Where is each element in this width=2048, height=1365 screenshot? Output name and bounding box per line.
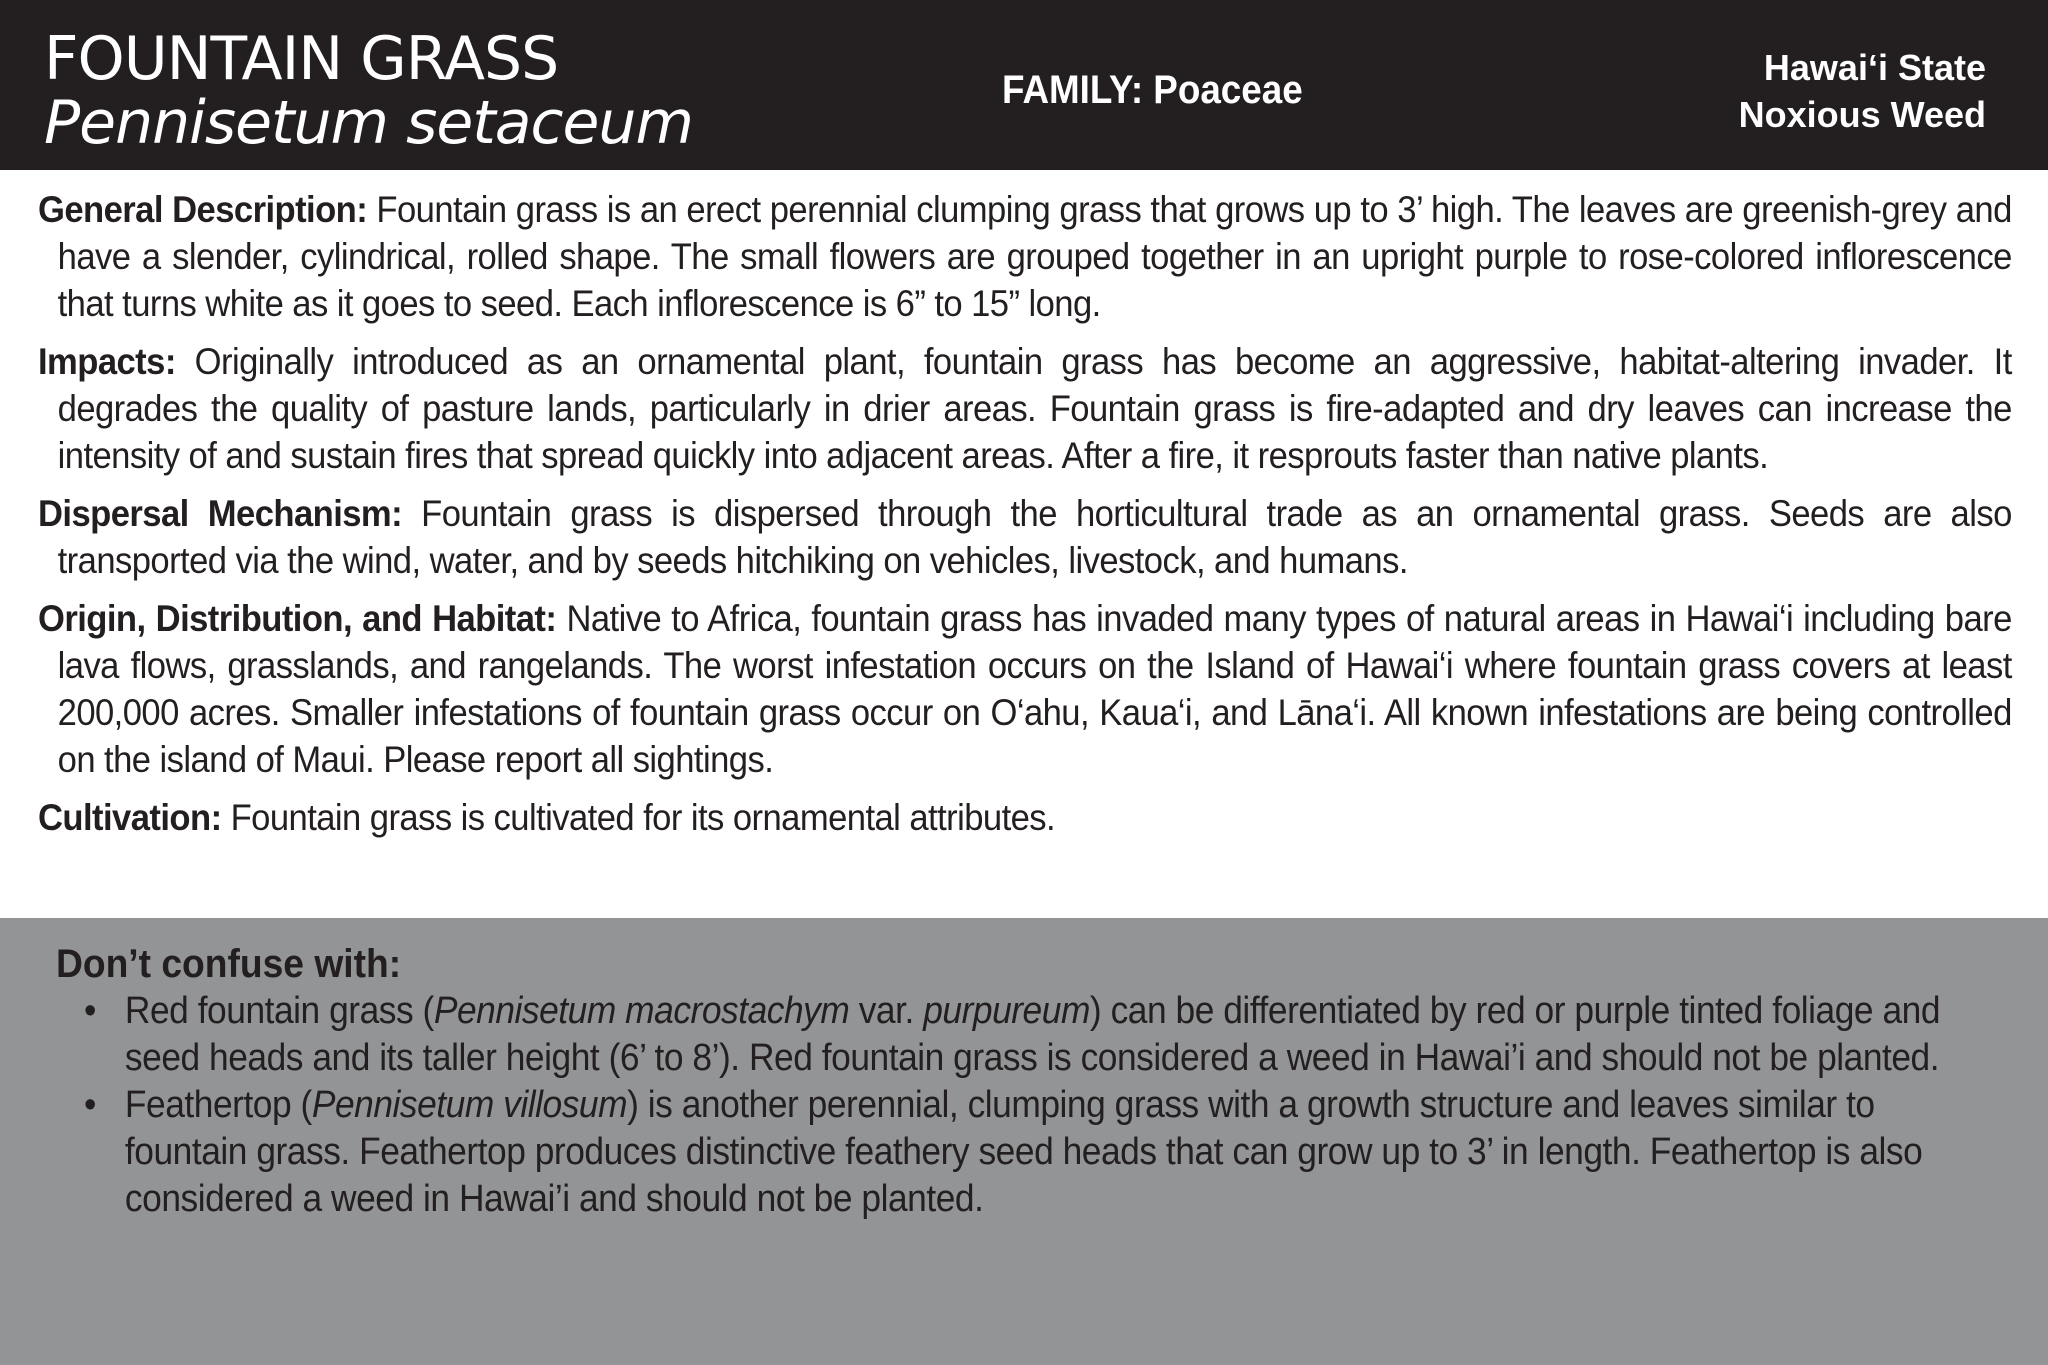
bullet-icon: • (84, 1084, 96, 1126)
family-key: FAMILY: (1002, 68, 1144, 112)
impacts-paragraph (38, 338, 2012, 479)
impacts-label: Impacts: (38, 341, 176, 382)
origin-label: Origin, Distribution, and Habitat: (38, 598, 557, 639)
item-variety-name: purpureum (923, 990, 1090, 1032)
dispersal-paragraph (38, 490, 2012, 584)
general-description-paragraph (38, 186, 2012, 327)
bullet-icon: • (84, 990, 96, 1032)
item-text-post: ) can be differentiated by red or purple tinted foliage and seed heads and its taller height (6’ to 8’). Red fountain grass is considered a weed in Hawai’i and should not be planted. (124, 990, 1941, 1079)
general-description-label: General Description: (38, 189, 368, 230)
general-description-text: Fountain grass is an erect perennial clumping grass that grows up to 3’ high. The leaves are greenish-grey and have a slender, cylindrical, rolled shape. The small flowers are grouped together in an upright purple to rose-colored inflorescence that turns white as it goes to seed. Each inflorescence is 6” to 15” long. (57, 189, 2012, 324)
dont-confuse-title: Don’t confuse with: (56, 942, 402, 986)
item-scientific-name: Pennisetum macrostachym (433, 990, 850, 1032)
item-scientific-name: Pennisetum villosum (311, 1084, 628, 1126)
item-text-pre: Feathertop ( (124, 1084, 312, 1126)
header-banner (0, 0, 2048, 170)
item-text-post: ) is another perennial, clumping grass with a growth structure and leaves similar to fountain grass. Feathertop produces distinctive feathery seed heads that can grow up to 3’ in length. Feathertop is also considered a weed in Hawai’i and should not be planted. (124, 1084, 1923, 1220)
cultivation-text: Fountain grass is cultivated for its ornamental attributes. (221, 797, 1056, 838)
origin-paragraph (38, 595, 2012, 783)
status-line-1: Hawai‘i State (1763, 47, 1986, 88)
list-item (84, 988, 1985, 1082)
cultivation-label: Cultivation: (38, 797, 222, 838)
origin-text: Native to Africa, fountain grass has invaded many types of natural areas in Hawai‘i including bare lava flows, grasslands, and rangelands. The worst infestation occurs on the Island of Hawai‘i where fountain grass covers at least 200,000 acres. Smaller infestations of fountain grass occur on O‘ahu, Kaua‘i, and Lāna‘i. All known infestations are being controlled on the island of Maui. Please report all sightings. (57, 598, 2012, 780)
list-item (84, 1082, 1985, 1223)
dispersal-label: Dispersal Mechanism: (38, 493, 403, 534)
family-value: Poaceae (1153, 68, 1303, 112)
dispersal-text: Fountain grass is dispersed through the horticultural trade as an ornamental grass. Seeds are also transported via the wind, water, and by seeds hitchiking on vehicles, livestock, and humans. (57, 493, 2012, 581)
dont-confuse-panel (0, 918, 2048, 1365)
item-text-mid: var. (849, 990, 924, 1032)
scientific-name-title: Pennisetum setaceum (44, 88, 693, 158)
status-line-2: Noxious Weed (1738, 94, 1986, 135)
cultivation-paragraph (38, 794, 2012, 841)
item-text-pre: Red fountain grass ( (124, 990, 434, 1032)
confuse-list (84, 988, 2014, 1223)
family-label (1002, 66, 1303, 114)
noxious-weed-status (1686, 44, 1986, 138)
common-name-title: FOUNTAIN GRASS (44, 24, 559, 94)
impacts-text: Originally introduced as an ornamental plant, fountain grass has become an aggressive, habitat-altering invader. It degrades the quality of pasture lands, particularly in drier areas. Fountain grass is fire-adapted and dry leaves can increase the intensity of and sustain fires that spread quickly into adjacent areas. After a fire, it resprouts faster than native plants. (57, 341, 2012, 476)
description-content (38, 186, 2012, 852)
